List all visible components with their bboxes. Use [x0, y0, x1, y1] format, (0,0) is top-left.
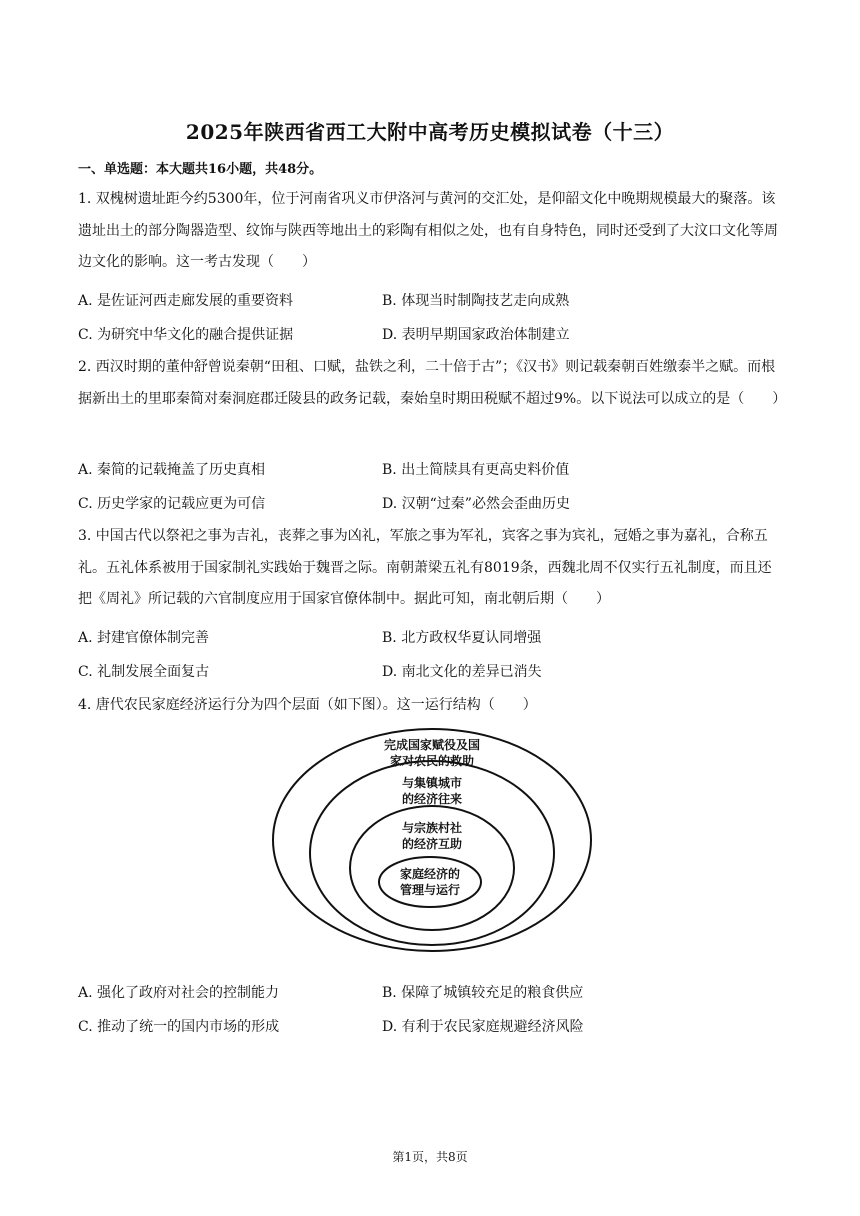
- question-3-option-b: B. 北方政权华夏认同增强: [382, 630, 542, 646]
- ring2-label-line2: 的经济往来: [401, 792, 463, 806]
- ring4-label-line1: 家庭经济的: [399, 867, 461, 881]
- question-1-option-b: B. 体现当时制陶技艺走向成熟: [382, 293, 570, 309]
- question-1-option-a: A. 是佐证河西走廊发展的重要资料: [78, 293, 294, 309]
- question-2-option-b: B. 出土简牍具有更高史料价值: [382, 462, 570, 478]
- ring3-label-line2: 的经济互助: [401, 837, 463, 851]
- question-2-option-a: A. 秦简的记载掩盖了历史真相: [78, 462, 266, 478]
- ring4-label-line2: 管理与运行: [399, 883, 461, 897]
- question-3-stem: 3. 中国古代以祭祀之事为吉礼，丧葬之事为凶礼，军旅之事为军礼，宾客之事为宾礼，冠婚之事为嘉礼，合称五礼。五礼体系被用于国家制礼实践始于魏晋之际。南朝萧梁五礼有8019条，西魏北周不仅实行五礼制度，而且还把《周礼》所记载的六官制度应用于国家官僚体制中。据此可知，南北朝后期（ ）: [78, 528, 772, 607]
- question-1-option-d: D. 表明早期国家政治体制建立: [382, 327, 570, 343]
- ring1-label-line1: 完成国家赋役及国: [383, 738, 481, 752]
- question-4-option-d: D. 有利于农民家庭规避经济风险: [382, 1019, 584, 1035]
- ring-inner: [379, 857, 481, 907]
- question-2-option-c: C. 历史学家的记载应更为可信: [78, 496, 266, 512]
- question-4-stem: 4. 唐代农民家庭经济运行分为四个层面（如下图）。这一运行结构（ ）: [78, 697, 537, 713]
- question-1-stem: 1. 双槐树遗址距今约5300年，位于河南省巩义市伊洛河与黄河的交汇处，是仰韶文化中晚期规模最大的聚落。该遗址出土的部分陶器造型、纹饰与陕西等地出土的彩陶有相似之处，也有自身特色，同时还受到了大汶口文化等周边文化的影响。这一考古发现（ ）: [78, 191, 778, 270]
- question-2-stem: 2. 西汉时期的董仲舒曾说秦朝“田租、口赋，盐铁之利，二十倍于古”；《汉书》则记载秦朝百姓缴泰半之赋。而根据新出土的里耶秦简对秦洞庭郡迁陵县的政务记载，秦始皇时期田税赋不超过9%。以下说法可以成立的是（ ）: [78, 359, 787, 407]
- question-3-option-a: A. 封建官僚体制完善: [78, 630, 210, 646]
- page-footer: 第1页，共8页: [392, 1150, 468, 1164]
- ring2-label-line1: 与集镇城市: [401, 776, 463, 790]
- question-4-option-c: C. 推动了统一的国内市场的形成: [78, 1019, 280, 1035]
- concentric-rings-diagram: [270, 726, 594, 954]
- question-3-option-d: D. 南北文化的差异已消失: [382, 664, 542, 680]
- question-2-option-d: D. 汉朝“过秦”必然会歪曲历史: [382, 496, 570, 512]
- question-1-option-c: C. 为研究中华文化的融合提供证据: [78, 327, 294, 343]
- question-3-option-c: C. 礼制发展全面复古: [78, 664, 210, 680]
- question-4-option-a: A. 强化了政府对社会的控制能力: [78, 985, 280, 1001]
- ring1-label-line2: 家对农民的救助: [389, 754, 475, 768]
- section-header: 一、单选题：本大题共16小题，共48分。: [78, 162, 323, 177]
- question-4-option-b: B. 保障了城镇较充足的粮食供应: [382, 985, 584, 1001]
- page-title: 2025年陕西省西工大附中高考历史模拟试卷（十三）: [185, 120, 675, 144]
- ring3-label-line1: 与宗族村社: [401, 821, 463, 835]
